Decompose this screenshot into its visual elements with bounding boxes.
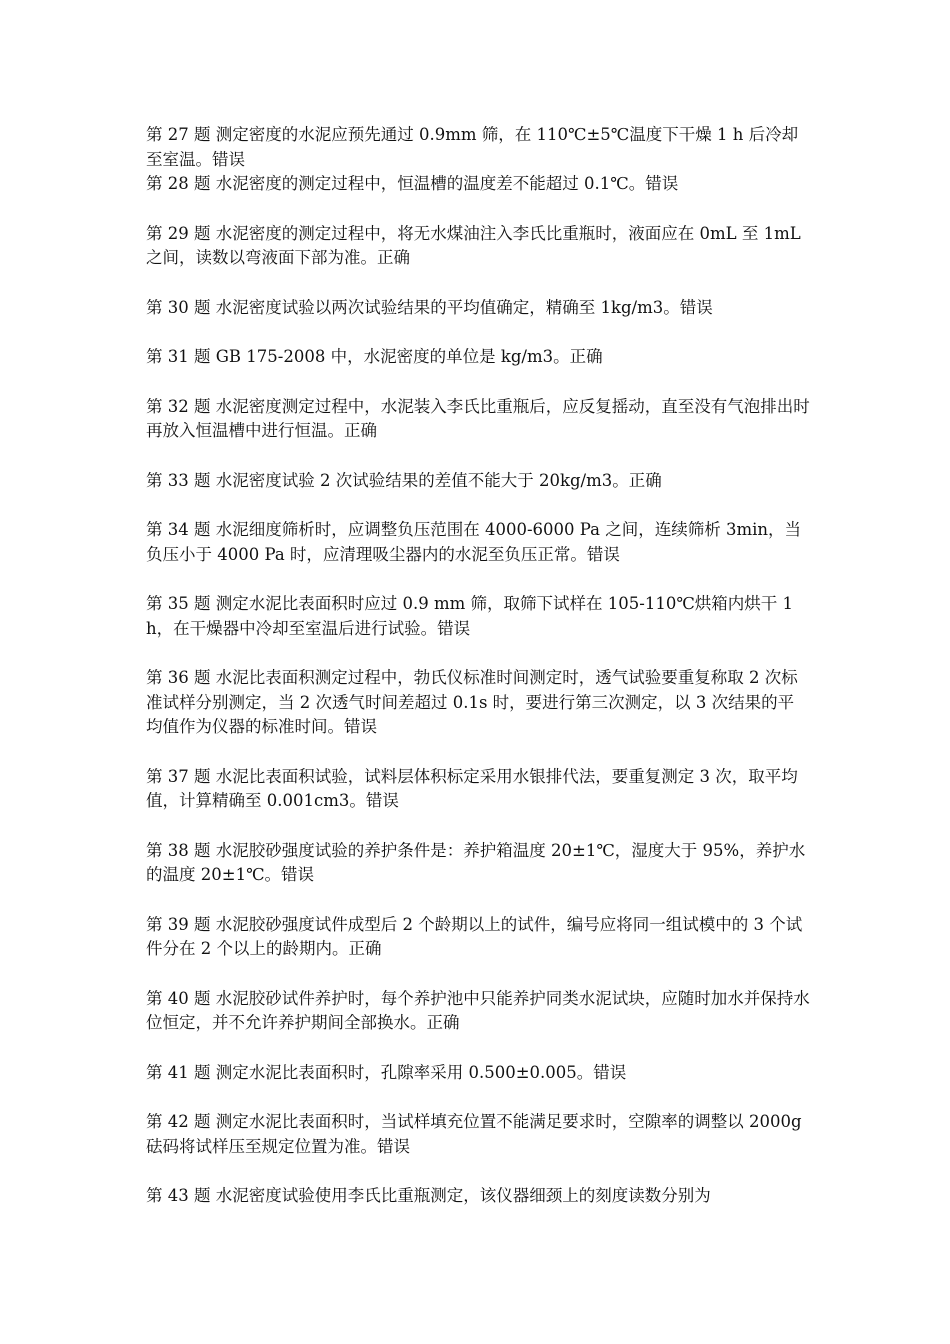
question-text: 水泥密度的测定过程中，恒温槽的温度差不能超过 0.1℃。错误 — [215, 174, 679, 193]
question-number: 第 27 题 — [146, 125, 211, 144]
question-number: 第 39 题 — [146, 914, 211, 934]
question-text: 水泥胶砂强度试件成型后 2 个龄期以上的试件，编号应将同一组试模中的 3 个试件分在 2 个以上的龄期内。正确 — [146, 914, 803, 958]
question-text: 测定水泥比表面积时应过 0.9 mm 筛，取筛下试样在 105-110℃烘箱内烘干 1h，在干燥器中冷却至室温后进行试验。错误 — [146, 594, 794, 638]
question-number: 第 41 题 — [146, 1062, 211, 1082]
question-text: 测定水泥比表面积时，孔隙率采用 0.500±0.005。错误 — [215, 1062, 627, 1082]
question-text: 水泥胶砂强度试验的养护条件是：养护箱温度 20±1℃，湿度大于 95%，养护水的温度 20±1℃。错误 — [146, 840, 806, 884]
question-number: 第 36 题 — [146, 668, 211, 687]
question-item — [146, 839, 810, 888]
question-item — [146, 987, 810, 1036]
question-number: 第 42 题 — [146, 1112, 211, 1131]
question-text: 水泥密度试验使用李氏比重瓶测定，该仪器细颈上的刻度读数分别为 — [215, 1186, 711, 1205]
question-number: 第 28 题 — [146, 174, 211, 193]
question-text: 水泥密度试验以两次试验结果的平均值确定，精确至 1kg/m3。错误 — [215, 297, 713, 317]
question-text: 水泥比表面积测定过程中，勃氏仪标准时间测定时，透气试验要重复称取 2 次标准试样分别测定，当 2 次透气时间差超过 0.1s 时，要进行第三次测定，以 3 次结果的平均值作为仪器的标准时间。错误 — [146, 668, 798, 736]
question-item — [146, 765, 810, 814]
question-text: 水泥细度筛析时，应调整负压范围在 4000-6000 Pa 之间，连续筛析 3min，当负压小于 4000 Pa 时，应清理吸尘器内的水泥至负压正常。错误 — [146, 520, 802, 564]
question-text: GB 175-2008 中，水泥密度的单位是 kg/m3。正确 — [215, 347, 603, 366]
question-number: 第 35 题 — [146, 594, 211, 613]
question-number: 第 43 题 — [146, 1186, 211, 1205]
question-number: 第 37 题 — [146, 766, 211, 786]
question-text: 水泥密度的测定过程中，将无水煤油注入李氏比重瓶时，液面应在 0mL 至 1mL 之间，读数以弯液面下部为准。正确 — [146, 223, 801, 267]
question-item — [146, 1061, 810, 1086]
question-item — [146, 469, 810, 494]
question-item — [146, 395, 810, 444]
question-text: 水泥密度试验 2 次试验结果的差值不能大于 20kg/m3。正确 — [215, 470, 662, 490]
question-item — [146, 296, 810, 321]
question-number: 第 29 题 — [146, 223, 211, 243]
question-text: 水泥胶砂试件养护时，每个养护池中只能养护同类水泥试块，应随时加水并保持水位恒定，并不允许养护期间全部换水。正确 — [146, 988, 810, 1032]
question-item — [146, 123, 810, 172]
question-text: 水泥密度测定过程中，水泥装入李氏比重瓶后，应反复摇动，直至没有气泡排出时再放入恒温槽中进行恒温。正确 — [146, 396, 810, 440]
question-text: 测定水泥比表面积时，当试样填充位置不能满足要求时，空隙率的调整以 2000g 砝码将试样压至规定位置为准。错误 — [146, 1112, 802, 1156]
question-item — [146, 518, 810, 567]
question-number: 第 40 题 — [146, 988, 211, 1008]
question-number: 第 32 题 — [146, 396, 211, 416]
question-item — [146, 1110, 810, 1159]
question-item — [146, 172, 810, 197]
question-item — [146, 222, 810, 271]
question-number: 第 31 题 — [146, 347, 211, 366]
question-number: 第 33 题 — [146, 470, 211, 490]
question-item — [146, 345, 810, 370]
question-item — [146, 1184, 810, 1209]
question-text: 水泥比表面积试验，试料层体积标定采用水银排代法，要重复测定 3 次，取平均值，计算精确至 0.001cm3。错误 — [146, 766, 798, 810]
question-number: 第 34 题 — [146, 520, 211, 539]
question-item — [146, 666, 810, 740]
question-number: 第 30 题 — [146, 297, 211, 317]
question-number: 第 38 题 — [146, 840, 211, 860]
question-item — [146, 592, 810, 641]
question-item — [146, 913, 810, 962]
question-text: 测定密度的水泥应预先通过 0.9mm 筛，在 110℃±5℃温度下干燥 1 h 后冷却至室温。错误 — [146, 125, 799, 169]
question-list — [146, 123, 810, 1209]
